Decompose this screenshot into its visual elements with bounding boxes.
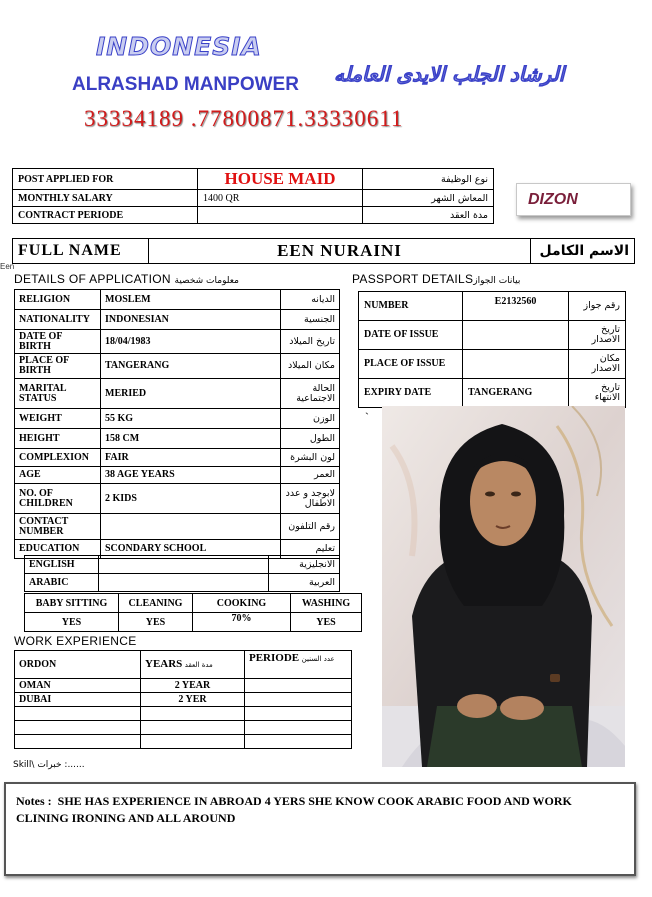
work-period [245, 679, 352, 693]
work-years: 2 YER [141, 693, 245, 707]
detail-label: PLACE OF BIRTH [15, 354, 101, 379]
detail-value: TANGERANG [101, 354, 281, 379]
work-col-years-text: YEARS [145, 657, 183, 670]
table-row [15, 429, 340, 449]
work-country [15, 721, 141, 735]
phone-numbers: 33334189 .77800871.33330611 [84, 106, 404, 131]
contract-label-ar: مدة العقد [363, 207, 494, 224]
detail-value [101, 514, 281, 540]
skill-value: YES [119, 613, 193, 632]
salary-label: MONTHLY SALARY [13, 190, 198, 207]
detail-label: NO. OF CHILDREN [15, 484, 101, 514]
work-period [245, 721, 352, 735]
table-row [15, 707, 352, 721]
full-name-table [12, 238, 635, 264]
work-col-years [141, 651, 245, 679]
work-col-years-ar: مدة العقد [184, 660, 213, 669]
table-row [359, 321, 626, 350]
post-label: POST APPLIED FOR [13, 169, 198, 190]
job-info-table [12, 168, 494, 224]
detail-value: FAIR [101, 449, 281, 467]
language-label-ar: العربية [269, 574, 340, 592]
salary-value: 1400 QR [198, 190, 363, 207]
company-name: ALRASHAD MANPOWER [72, 74, 299, 95]
detail-label: NATIONALITY [15, 310, 101, 330]
detail-label-ar: الجنسية [281, 310, 340, 330]
photo-illustration [382, 406, 625, 767]
detail-label-ar: مكان الميلاد [281, 354, 340, 379]
detail-value: INDONESIAN [101, 310, 281, 330]
table-row [25, 594, 362, 613]
detail-label-ar: تعليم [281, 540, 340, 559]
detail-label: WEIGHT [15, 409, 101, 429]
work-years [141, 735, 245, 749]
passport-label: DATE OF ISSUE [359, 321, 463, 350]
passport-value [463, 321, 569, 350]
skill-header: COOKING [193, 594, 291, 613]
skill-value: YES [291, 613, 362, 632]
table-row [15, 651, 352, 679]
detail-value: MERIED [101, 379, 281, 409]
notes-text: SHE HAS EXPERIENCE IN ABROAD 4 YERS SHE KNOW COOK ARABIC FOOD AND WORK CLINING IRONING AND ALL AROUND [16, 794, 572, 825]
language-label-ar: الانجليزية [269, 556, 340, 574]
details-heading-ar: معلومات شخصية [174, 276, 239, 286]
details-table [14, 289, 340, 559]
detail-label-ar: لون البشرة [281, 449, 340, 467]
detail-label-ar: الوزن [281, 409, 340, 429]
work-country: OMAN [15, 679, 141, 693]
passport-value [463, 350, 569, 379]
table-row [15, 354, 340, 379]
skill-header: WASHING [291, 594, 362, 613]
detail-label-ar: الطول [281, 429, 340, 449]
post-value: HOUSE MAID [198, 169, 363, 190]
work-country [15, 707, 141, 721]
table-row [15, 449, 340, 467]
stray-mark: ` [365, 410, 369, 424]
full-name-value: EEN NURAINI [149, 239, 531, 264]
table-row [15, 310, 340, 330]
skill-value: 70% [193, 613, 291, 632]
work-table [14, 650, 352, 749]
table-row [25, 613, 362, 632]
work-col-country: ORDON [15, 651, 141, 679]
table-row [25, 556, 340, 574]
table-row [15, 290, 340, 310]
agent-badge-text: DIZON [528, 191, 578, 208]
table-row [15, 721, 352, 735]
contract-value [198, 207, 363, 224]
detail-label-ar: لابوجد و عدد الاطفال [281, 484, 340, 514]
contract-label: CONTRACT PERIODE [13, 207, 198, 224]
full-name-label: FULL NAME [13, 239, 149, 264]
language-value [99, 574, 269, 592]
detail-label: HEIGHT [15, 429, 101, 449]
passport-label-ar: تاريخ الاصدار [569, 321, 626, 350]
post-label-ar: نوع الوظيفة [363, 169, 494, 190]
table-row [359, 379, 626, 408]
work-years: 2 YEAR [141, 679, 245, 693]
passport-heading [352, 272, 520, 286]
work-years [141, 707, 245, 721]
table-row [359, 292, 626, 321]
work-col-period-ar: عدد السنين [301, 655, 335, 663]
work-years [141, 721, 245, 735]
work-country: DUBAI [15, 693, 141, 707]
detail-value: 18/04/1983 [101, 330, 281, 354]
company-name-arabic: الرشاد الجلب الايدى العامله [334, 62, 565, 86]
salary-label-ar: المعاش الشهر [363, 190, 494, 207]
detail-label-ar: تاريخ الميلاد [281, 330, 340, 354]
passport-label: PLACE OF ISSUE [359, 350, 463, 379]
detail-label: DATE OF BIRTH [15, 330, 101, 354]
languages-table [24, 555, 340, 592]
full-name-label-ar: الاسم الكامل [531, 239, 635, 264]
details-heading [14, 272, 239, 286]
detail-value: MOSLEM [101, 290, 281, 310]
passport-label-ar: رقم جواز [569, 292, 626, 321]
table-row [15, 693, 352, 707]
table-row [359, 350, 626, 379]
work-heading: WORK EXPERIENCE [14, 634, 137, 648]
table-row [15, 735, 352, 749]
detail-label: RELIGION [15, 290, 101, 310]
details-heading-text: DETAILS OF APPLICATION [14, 272, 171, 286]
skill-header: BABY SITTING [25, 594, 119, 613]
work-country [15, 735, 141, 749]
agent-badge [516, 183, 631, 216]
detail-label: COMPLEXION [15, 449, 101, 467]
passport-value: E2132560 [463, 292, 569, 321]
work-period [245, 735, 352, 749]
notes-text-block [16, 793, 624, 827]
country-title: INDONESIA [96, 32, 262, 61]
table-row [15, 514, 340, 540]
notes-label: Notes : [16, 794, 52, 808]
table-row [15, 379, 340, 409]
notes-box [4, 782, 636, 876]
passport-label: NUMBER [359, 292, 463, 321]
work-col-period [245, 651, 352, 679]
detail-value: 2 KIDS [101, 484, 281, 514]
detail-value: 38 AGE YEARS [101, 467, 281, 484]
skill-value: YES [25, 613, 119, 632]
detail-label: CONTACT NUMBER [15, 514, 101, 540]
table-row [25, 574, 340, 592]
passport-heading-text: PASSPORT DETAILS [352, 272, 474, 286]
passport-table [358, 291, 626, 408]
table-row [15, 484, 340, 514]
detail-value: 158 CM [101, 429, 281, 449]
detail-value: 55 KG [101, 409, 281, 429]
work-period [245, 707, 352, 721]
detail-label: EDUCATION [15, 540, 101, 559]
passport-heading-ar: بيانات الجواز [473, 276, 521, 286]
skills-table [24, 593, 362, 632]
passport-label-ar: مكان الاصدار [569, 350, 626, 379]
passport-value: TANGERANG [463, 379, 569, 408]
passport-label-ar: تاريخ الانتهاء [569, 379, 626, 408]
language-label: ENGLISH [25, 556, 99, 574]
work-period [245, 693, 352, 707]
table-row [15, 409, 340, 429]
applicant-photo [382, 406, 625, 767]
table-row [15, 467, 340, 484]
detail-label-ar: العمر [281, 467, 340, 484]
passport-label: EXPIRY DATE [359, 379, 463, 408]
detail-label-ar: الديانه [281, 290, 340, 310]
table-row [15, 330, 340, 354]
detail-label-ar: الحالة الاجتماعية [281, 379, 340, 409]
detail-label-ar: رقم التلفون [281, 514, 340, 540]
work-col-period-text: PERIODE [249, 652, 300, 664]
detail-label: MARITAL STATUS [15, 379, 101, 409]
skill-header: CLEANING [119, 594, 193, 613]
detail-label: AGE [15, 467, 101, 484]
skill-line: Skill\ خبرات :...... [13, 760, 85, 770]
language-value [99, 556, 269, 574]
language-label: ARABIC [25, 574, 99, 592]
side-mark: Een [0, 262, 15, 271]
table-row [15, 679, 352, 693]
detail-value: SCONDARY SCHOOL [101, 540, 281, 559]
